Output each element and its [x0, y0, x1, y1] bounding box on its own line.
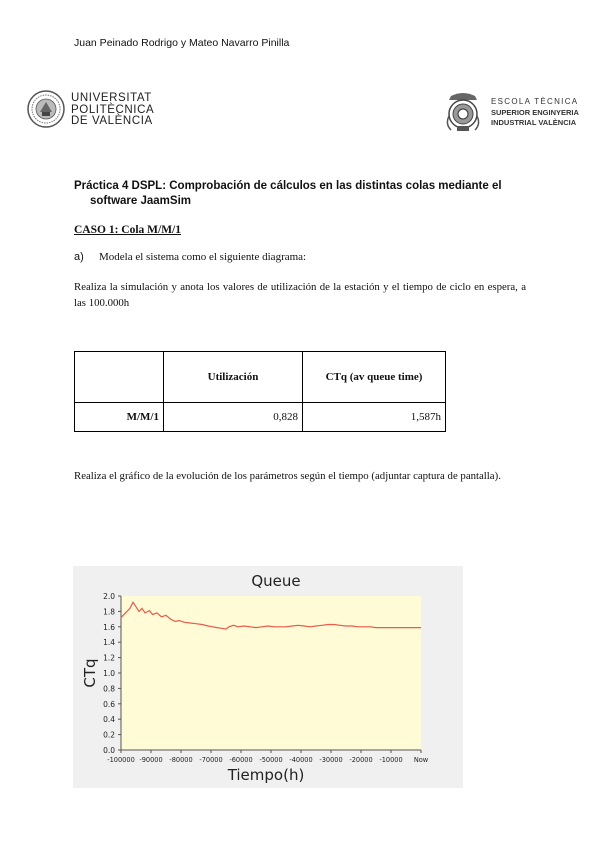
- upv-logo-line-2: POLITÈCNICA: [71, 103, 155, 116]
- x-tick-label: -20000: [349, 756, 373, 764]
- case-heading: CASO 1: Cola M/M/1: [74, 224, 182, 236]
- chart-title: Queue: [251, 572, 301, 590]
- x-tick-label: -40000: [289, 756, 313, 764]
- y-tick-label: 1.4: [103, 638, 115, 648]
- x-tick-label: -100000: [107, 756, 135, 764]
- x-tick-label: -60000: [229, 756, 253, 764]
- etsii-seal-icon: [443, 90, 483, 132]
- y-tick-label: 1.2: [103, 653, 115, 663]
- y-tick-label: 1.8: [103, 607, 115, 617]
- simulation-instructions: Realiza la simulación y anota los valores de utilización de la estación y el tiempo de ciclo en espera, a las 100.000h: [74, 281, 526, 309]
- x-tick-label: -10000: [379, 756, 403, 764]
- table-header-row: [75, 352, 446, 403]
- etsii-logo: [443, 90, 583, 134]
- table-row: [75, 403, 446, 432]
- page-header-author: Juan Peinado Rodrigo y Mateo Navarro Pinilla: [74, 37, 290, 49]
- results-table: [74, 351, 446, 432]
- etsii-logo-line-1: ESCOLA TÈCNICA: [491, 97, 579, 106]
- y-tick-label: 2.0: [103, 592, 115, 601]
- y-tick-label: 0.4: [103, 715, 115, 725]
- upv-logo-line-1: UNIVERSITAT: [71, 92, 152, 104]
- table-cell-utilization: 0,828: [164, 403, 303, 432]
- list-item-text: Modela el sistema como el siguiente diagrama:: [99, 251, 307, 263]
- x-tick-label: -80000: [169, 756, 193, 764]
- list-item-a: [74, 251, 306, 263]
- upv-logo: [27, 90, 157, 132]
- y-tick-label: 1.0: [103, 669, 115, 678]
- list-item-letter: a): [74, 251, 84, 263]
- y-tick-label: 0.6: [103, 699, 115, 709]
- upv-seal-icon: [27, 90, 65, 128]
- x-axis-label: Tiempo(h): [227, 766, 305, 784]
- table-header-empty: [75, 352, 164, 403]
- y-tick-label: 1.6: [103, 622, 115, 632]
- queue-chart: [73, 566, 463, 788]
- graph-instructions: Realiza el gráfico de la evolución de los parámetros según el tiempo (adjuntar captura de pantalla).: [74, 470, 501, 482]
- y-axis-label: CTq: [81, 658, 99, 688]
- y-tick-label: 0.2: [103, 730, 115, 740]
- plot-area: [121, 596, 421, 750]
- table-row-label: M/M/1: [75, 403, 164, 432]
- practice-title-line-1: Práctica 4 DSPL: Comprobación de cálculos en las distintas colas mediante el: [74, 180, 502, 192]
- x-tick-label: -70000: [199, 756, 223, 764]
- practice-title-line-2: software JaamSim: [90, 195, 191, 207]
- etsii-logo-line-3: INDUSTRIAL VALÈNCIA: [491, 118, 577, 127]
- y-tick-label: 0.0: [103, 746, 115, 755]
- table-cell-ctq: 1,587h: [303, 403, 446, 432]
- x-tick-label: -30000: [319, 756, 343, 764]
- x-tick-label: Now: [413, 756, 429, 764]
- etsii-logo-line-2: SUPERIOR ENGINYERIA: [491, 107, 579, 117]
- y-tick-label: 0.8: [103, 684, 115, 694]
- x-tick-label: -90000: [139, 756, 163, 764]
- queue-chart-svg: [73, 566, 463, 788]
- practice-title: [74, 179, 544, 209]
- table-header-utilization: Utilización: [164, 352, 303, 403]
- table-header-ctq: CTq (av queue time): [303, 352, 446, 403]
- upv-logo-line-3: DE VALÈNCIA: [71, 115, 153, 127]
- x-tick-label: -50000: [259, 756, 283, 764]
